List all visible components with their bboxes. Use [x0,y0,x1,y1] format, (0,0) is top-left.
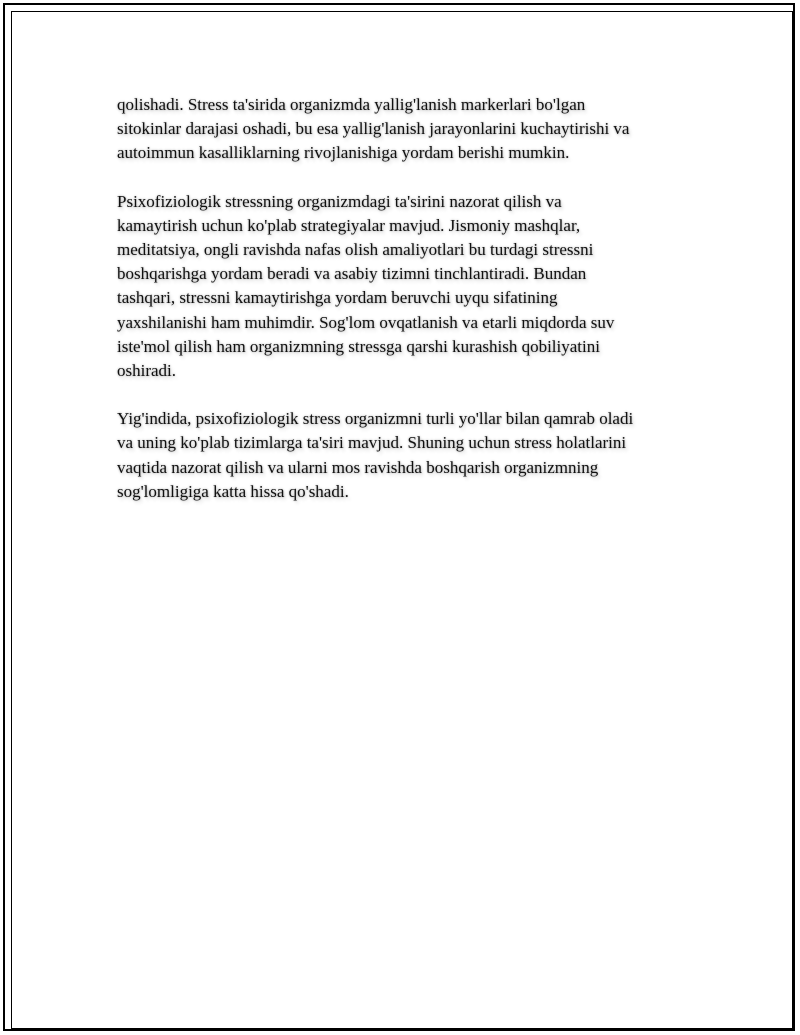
text-line: iste'mol qilish ham organizmning stressga qarshi kurashish qobiliyatini [117,336,600,356]
text-line: yaxshilanishi ham muhimdir. Sog'lom ovqatlanish va etarli miqdorda suv [117,312,615,332]
text-line: sog'lomligiga katta hissa qo'shadi. [117,481,349,501]
text-line: tashqari, stressni kamaytirishga yordam beruvchi uyqu sifatining [117,288,558,308]
paragraph-1 [117,93,697,166]
paragraph-2 [117,190,697,384]
text-line: boshqarishga yordam beradi va asabiy tizimni tinchlantiradi. Bundan [117,264,587,284]
text-line: oshiradi. [117,361,177,381]
text-line: sitokinlar darajasi oshadi, bu esa yallig'lanish jarayonlarini kuchaytirishi va [117,119,630,139]
text-line: vaqtida nazorat qilish va ularni mos ravishda boshqarish organizmning [117,457,599,477]
text-line: autoimmun kasalliklarning rivojlanishiga yordam berishi mumkin. [117,143,570,163]
paragraph-3 [117,407,697,504]
document-body [117,93,697,528]
text-line: qolishadi. Stress ta'sirida organizmda yallig'lanish markerlari bo'lgan [117,95,586,114]
text-line: meditatsiya, ongli ravishda nafas olish amaliyotlari bu turdagi stressni [117,240,594,260]
text-line: Yig'indida, psixofiziologik stress organizmni turli yo'llar bilan qamrab oladi [117,409,634,429]
text-line: va uning ko'plab tizimlarga ta'siri mavjud. Shuning uchun stress holatlarini [117,433,627,453]
text-line: Psixofiziologik stressning organizmdagi ta'sirini nazorat qilish va [117,191,562,211]
text-line: kamaytirish uchun ko'plab strategiyalar mavjud. Jismoniy mashqlar, [117,215,581,235]
